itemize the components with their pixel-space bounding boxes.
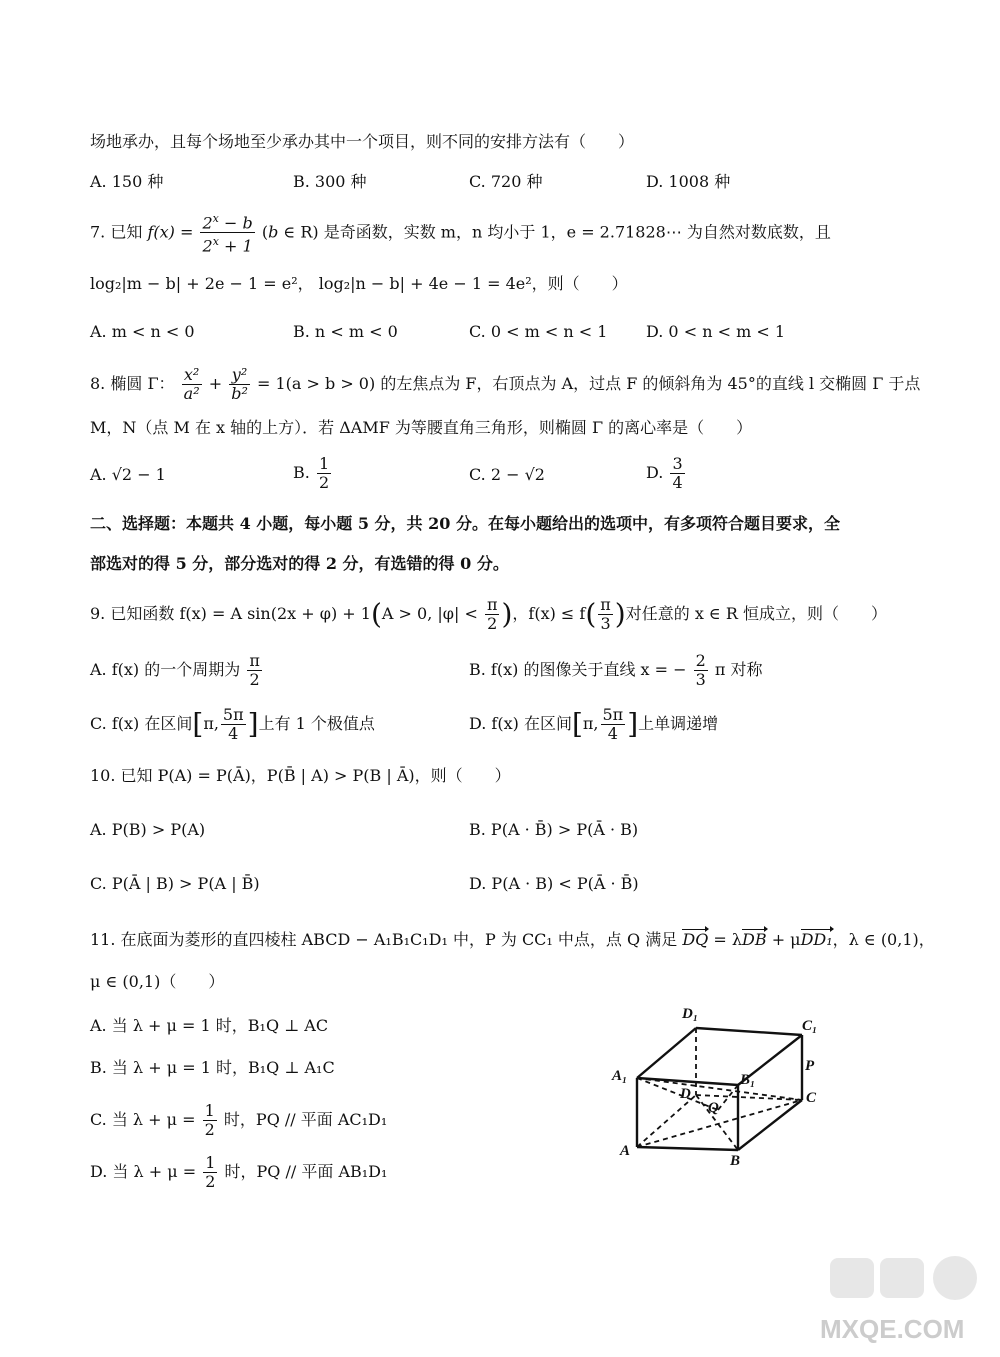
q7-option-d: D. 0 < n < m < 1	[646, 322, 785, 341]
edge-a1-b1	[637, 1078, 738, 1085]
label-c: C	[806, 1090, 817, 1106]
label-b1: B₁	[740, 1072, 756, 1088]
q9-stem: 9. 已知函数 f(x) = A sin(2x + φ) + 1(A > 0, |φ| < $\frac{\pi}{2}$ )，f(x) ≤ f( $\frac{\pi}{3}$ )对任意的 x ∈ R 恒成立，则（ ）	[90, 595, 887, 633]
watermark-badge	[933, 1256, 977, 1300]
edge-c1-d1	[696, 1028, 802, 1035]
vector-dd1: DD₁	[801, 928, 833, 952]
vector-dq: DQ	[682, 928, 708, 952]
q9-option-d: D. f(x) 在区间[π, $\frac{5\pi}{4}$ ]上单调递增	[469, 705, 719, 743]
watermark-glyph-2	[880, 1258, 924, 1298]
q7-condition-1: log₂|m − b| + 2e − 1 = e²，	[90, 274, 314, 293]
q11-stem-line1: 11. 在底面为菱形的直四棱柱 ABCD − A₁B₁C₁D₁ 中，P 为 CC₁ 中点，点 Q 满足 DQ = λDB + μDD₁，λ ∈ (0,1)，	[90, 928, 935, 952]
q8-option-c: C. 2 − √2	[469, 465, 545, 484]
q10-option-d: D. P(A · B) < P(Ā · B̄)	[469, 874, 639, 893]
label-a1: A₁	[612, 1068, 628, 1084]
q8-option-b: B. $\frac{1}{2}$	[293, 454, 330, 492]
q10-option-b: B. P(A · B̄) > P(Ā · B)	[469, 820, 639, 839]
q7-stem	[90, 210, 831, 256]
q8-number: 8.	[90, 374, 106, 393]
q10-option-c: C. P(Ā | B) > P(A | B̄)	[90, 874, 260, 893]
label-b: B	[730, 1153, 741, 1169]
label-c1: C₁	[802, 1018, 818, 1034]
q10-option-a: A. P(B) > P(A)	[90, 820, 206, 839]
q11-option-a: A. 当 λ + μ = 1 时，B₁Q ⊥ AC	[90, 1016, 329, 1035]
q7-condition-2: log₂|n − b| + 4e − 1 = 4e²，则（ ）	[318, 274, 628, 293]
q6-option-c: C. 720 种	[469, 172, 543, 191]
q8-fraction-x: $\frac{\text{x²}}{\text{a²}}$	[183, 365, 200, 403]
q8-stem-line1: 8. 椭圆 Γ： $\frac{\text{x²}}{\text{a²}}$ + $\frac{\text{y²}}{\text{b²}}$ = 1(a > b > 0) 的左焦点为 F，右顶点为 A，过点 F 的倾斜角为 45°的直线 l 交椭圆 Γ 于点	[90, 365, 921, 403]
q7-conditions	[90, 272, 628, 296]
q7-option-b: B. n < m < 0	[293, 322, 398, 341]
q7-option-a: A. m < n < 0	[90, 322, 195, 341]
q6-option-a: A. 150 种	[90, 172, 164, 191]
label-p: P	[805, 1058, 815, 1074]
label-d1: D₁	[682, 1006, 699, 1022]
q6-option-b: B. 300 种	[293, 172, 367, 191]
q11-option-b: B. 当 λ + μ = 1 时，B₁Q ⊥ A₁C	[90, 1058, 335, 1077]
watermark-text: MXQE.COM	[820, 1314, 965, 1344]
q9-option-a: A. f(x) 的一个周期为 $\frac{\pi}{2}$	[90, 651, 260, 689]
q11-option-c: C. 当 λ + μ = $\frac{1}{2}$ 时，PQ // 平面 AC₁D₁	[90, 1101, 388, 1139]
edge-b-c	[738, 1100, 802, 1150]
q7-function-fraction: $\frac{2^x - b}{2^x + 1}$	[202, 212, 253, 256]
q8-stem-pre: 椭圆 Γ：	[110, 374, 175, 393]
q7-known: 已知	[110, 222, 143, 242]
q10-stem: 10. 已知 P(A) = P(Ā)，P(B̄ | A) > P(B | Ā)，则（ ）	[90, 766, 511, 785]
q7-stem-rest: 是奇函数，实数 m，n 均小于 1，e = 2.71828⋯ 为自然对数底数，且	[323, 222, 831, 242]
edge-d1-a1	[637, 1028, 696, 1078]
q9-option-b: B. f(x) 的图像关于直线 x = − $\frac{2}{3}$ π 对称	[469, 651, 763, 689]
q7-option-c: C. 0 < m < n < 1	[469, 322, 608, 341]
q8-option-a: A. √2 − 1	[90, 465, 166, 484]
edge-a-b	[637, 1147, 738, 1150]
q6-option-d: D. 1008 种	[646, 172, 731, 191]
q11-option-d: D. 当 λ + μ = $\frac{1}{2}$ 时，PQ // 平面 AB₁D₁	[90, 1153, 388, 1191]
q7-function-lhs: f(x) =	[147, 222, 194, 242]
q7-number: 7.	[90, 222, 106, 242]
q8-fraction-y: $\frac{\text{y²}}{\text{b²}}$	[231, 365, 248, 403]
q8-stem-line2: M，N（点 M 在 x 轴的上方）．若 ΔAMF 为等腰直角三角形，则椭圆 Γ 的离心率是（ ）	[90, 418, 753, 437]
label-d: D	[680, 1086, 691, 1102]
section-2-heading-line2: 部选对的得 5 分，部分选对的得 2 分，有选错的得 0 分。	[90, 554, 509, 573]
question-6-continuation: 场地承办，且每个场地至少承办其中一个项目，则不同的安排方法有（ ）	[90, 132, 635, 151]
label-a: A	[620, 1143, 631, 1159]
hidden-a1-c	[637, 1078, 802, 1100]
vector-db: DB	[742, 928, 767, 952]
label-q: Q	[708, 1100, 719, 1116]
section-2-heading-line1: 二、选择题：本题共 4 小题，每小题 5 分，共 20 分。在每小题给出的选项中，有多项符合题目要求，全	[90, 514, 840, 533]
q7-domain: (b ∈ R)	[261, 222, 319, 242]
q8-option-d: D. $\frac{3}{4}$	[646, 454, 683, 492]
q9-option-c: C. f(x) 在区间[π, $\frac{5\pi}{4}$ ]上有 1 个极值点	[90, 705, 375, 743]
q11-stem-line2: μ ∈ (0,1)（ ）	[90, 972, 225, 991]
watermark-glyph-1	[830, 1258, 874, 1298]
prism-figure	[600, 1000, 840, 1170]
q8-stem-post: = 1(a > b > 0) 的左焦点为 F，右顶点为 A，过点 F 的倾斜角为 45°的直线 l 交椭圆 Γ 于点	[256, 374, 921, 393]
watermark	[790, 1250, 990, 1350]
